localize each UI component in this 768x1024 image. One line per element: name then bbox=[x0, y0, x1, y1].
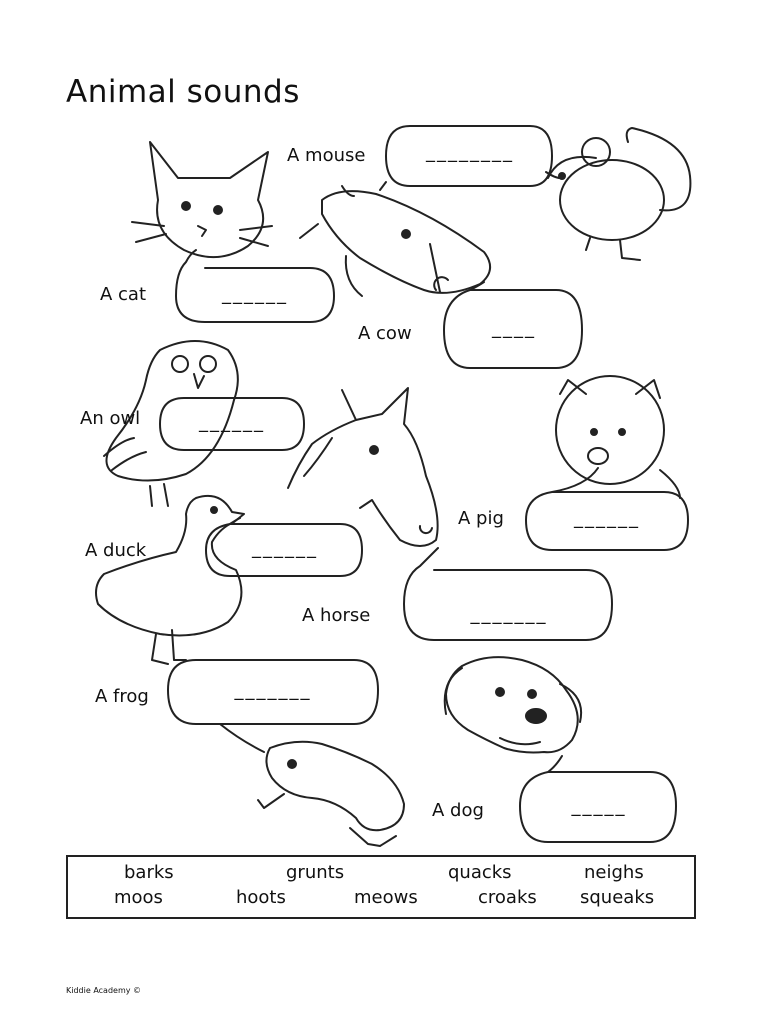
bubble-horse bbox=[404, 548, 612, 640]
answer-field-dog[interactable]: _____ bbox=[571, 796, 627, 817]
label-horse: A horse bbox=[302, 605, 371, 626]
word-bank bbox=[66, 855, 696, 919]
word-neighs: neighs bbox=[584, 862, 644, 883]
word-squeaks: squeaks bbox=[580, 887, 655, 908]
pig-drawing bbox=[556, 376, 680, 498]
mouse-drawing bbox=[548, 128, 690, 260]
duck-drawing bbox=[96, 496, 244, 664]
label-cat: A cat bbox=[100, 284, 147, 305]
answer-field-mouse[interactable]: ________ bbox=[426, 142, 514, 163]
answer-field-duck[interactable]: ______ bbox=[252, 538, 318, 559]
word-moos: moos bbox=[114, 887, 163, 908]
label-dog: A dog bbox=[432, 800, 484, 821]
cat-drawing bbox=[132, 142, 272, 257]
label-frog: A frog bbox=[95, 686, 149, 707]
answer-field-cow[interactable]: ____ bbox=[492, 318, 536, 339]
answer-field-horse[interactable]: _______ bbox=[470, 604, 548, 625]
word-hoots: hoots bbox=[236, 887, 286, 908]
label-mouse: A mouse bbox=[287, 145, 366, 166]
word-barks: barks bbox=[124, 862, 174, 883]
label-pig: A pig bbox=[458, 508, 504, 529]
horse-drawing bbox=[288, 388, 438, 546]
answer-field-owl[interactable]: ______ bbox=[199, 412, 265, 433]
answer-field-pig[interactable]: ______ bbox=[574, 508, 640, 529]
dog-drawing bbox=[445, 657, 581, 752]
word-croaks: croaks bbox=[478, 887, 537, 908]
word-grunts: grunts bbox=[286, 862, 345, 883]
answer-field-frog[interactable]: _______ bbox=[234, 680, 312, 701]
answer-field-cat[interactable]: ______ bbox=[222, 284, 288, 305]
footer-credit: Kiddie Academy © bbox=[66, 986, 142, 995]
cow-drawing bbox=[300, 182, 490, 296]
page-title: Animal sounds bbox=[66, 74, 300, 110]
word-meows: meows bbox=[354, 887, 418, 908]
word-quacks: quacks bbox=[448, 862, 512, 883]
bubble-frog bbox=[168, 660, 378, 752]
label-owl: An owl bbox=[80, 408, 141, 429]
frog-drawing bbox=[258, 742, 404, 846]
label-cow: A cow bbox=[358, 323, 412, 344]
label-duck: A duck bbox=[85, 540, 147, 561]
